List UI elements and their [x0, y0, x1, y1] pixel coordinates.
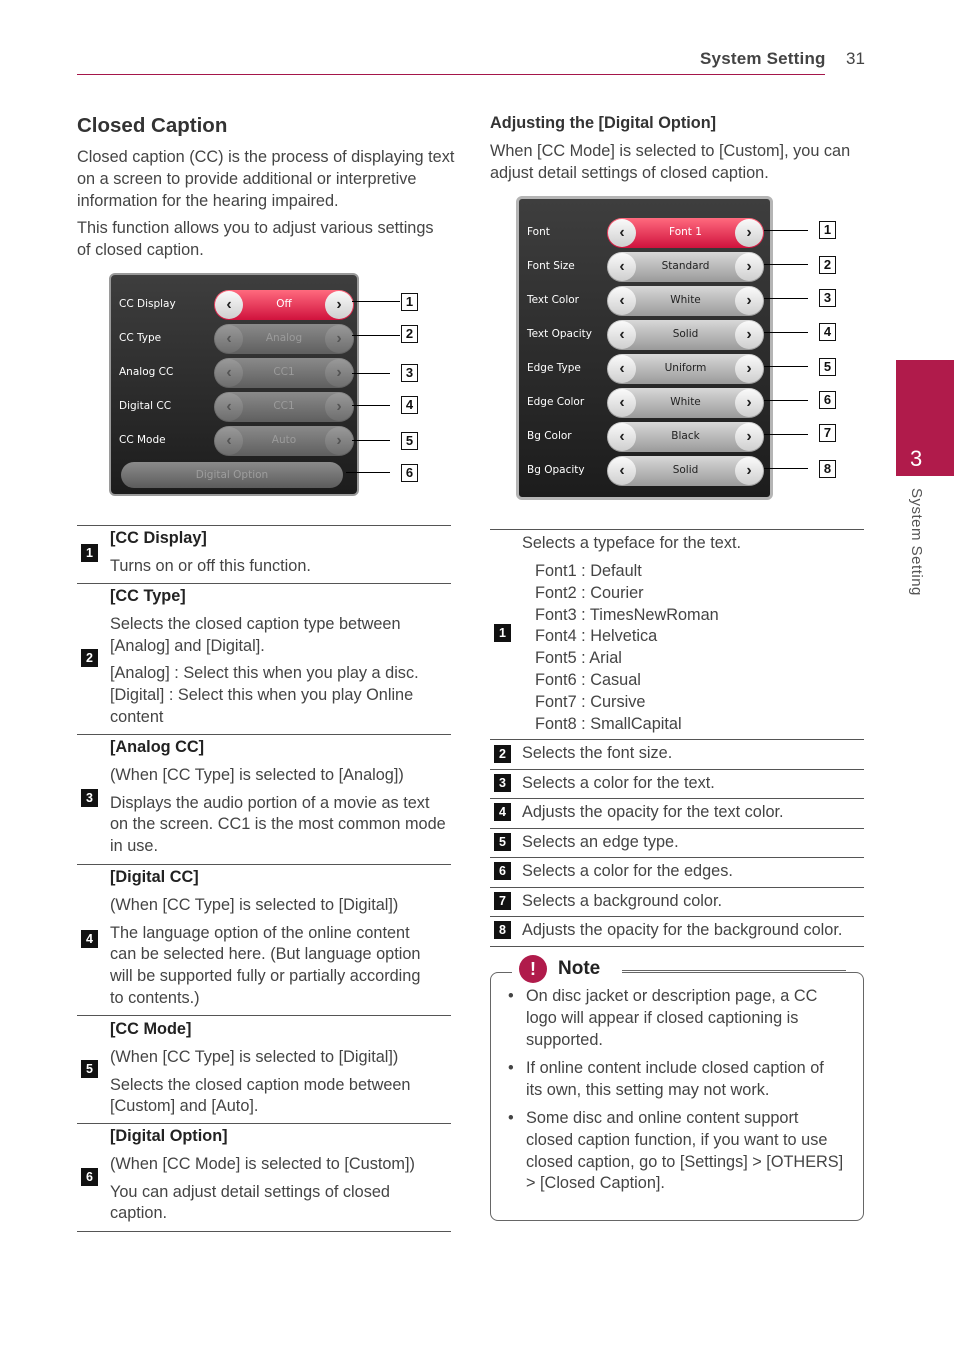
callout-line: [346, 472, 390, 473]
item-digital-option: [Digital Option] (When [CC Mode] is selected to [Custom]) You can adjust detail settings of closed caption.: [110, 1127, 415, 1223]
menu-value: Uniform: [664, 362, 707, 374]
list-item: Font3 : TimesNewRoman: [535, 605, 719, 624]
table-rule: [77, 734, 451, 735]
menu-row-label: Text Opacity: [527, 328, 592, 340]
section-title: Closed Caption: [77, 114, 228, 137]
chevron-left-icon: ‹: [215, 359, 243, 387]
menu-value: Standard: [661, 260, 710, 272]
menu-selector: [214, 324, 354, 354]
chevron-right-icon: ›: [325, 427, 353, 455]
table-rule: [490, 798, 864, 799]
list-item: Font1 : Default: [535, 562, 642, 580]
item-number-marker: 5: [81, 1060, 98, 1078]
font-description: Selects a typeface for the text.: [522, 534, 742, 552]
item-font-size: Selects the font size.: [522, 744, 673, 762]
menu-row-font-size: [519, 252, 769, 282]
chapter-tab: [896, 360, 954, 476]
menu-value: White: [670, 396, 701, 408]
item-number-marker: 4: [494, 803, 511, 821]
intro-paragraph-1: Closed caption (CC) is the process of displaying text on a screen to provide additional or interpretive information for the hearing impaired.: [77, 148, 455, 210]
item-analog-cc: [Analog CC] (When [CC Type] is selected to [Analog]) Displays the audio portion of a movie as text on the screen. CC1 is the most common mode in use.: [110, 738, 446, 856]
item-text-color: Selects a color for the text.: [522, 774, 715, 792]
callout-marker: 5: [401, 432, 418, 450]
callout-marker: 1: [401, 293, 418, 311]
menu-value: Analog: [265, 332, 303, 344]
menu-selector: [607, 354, 764, 384]
chevron-right-icon: ›: [735, 355, 763, 383]
note-heading-rule: [622, 970, 846, 971]
menu-row-label: Analog CC: [119, 366, 174, 378]
menu-row-label: Font: [527, 226, 550, 238]
list-item: Font7 : Cursive: [535, 692, 646, 711]
item-number-marker: 8: [494, 921, 511, 939]
digital-option-button: Digital Option: [121, 462, 343, 488]
item-bg-opacity: Adjusts the opacity for the background color.: [522, 921, 843, 939]
menu-row-label: CC Display: [119, 298, 176, 310]
item-edge-type: Selects an edge type.: [522, 833, 679, 851]
chevron-right-icon: ›: [325, 359, 353, 387]
note-title: Note: [558, 958, 601, 979]
menu-value: Off: [276, 298, 292, 310]
menu-selector: [607, 286, 764, 316]
item-number-marker: 6: [81, 1168, 98, 1186]
menu-row-label: CC Type: [119, 332, 162, 344]
callout-line: [352, 301, 400, 302]
menu-selector: [607, 252, 764, 282]
table-rule: [490, 887, 864, 888]
list-item: Font6 : Casual: [535, 670, 641, 689]
menu-row-cc-type: [111, 324, 357, 354]
chevron-left-icon: ‹: [608, 355, 636, 383]
chevron-right-icon: ›: [735, 389, 763, 417]
chevron-right-icon: ›: [735, 253, 763, 281]
chevron-right-icon: ›: [325, 325, 353, 353]
table-rule: [77, 1231, 451, 1232]
table-rule: [490, 946, 864, 947]
table-rule: [490, 857, 864, 858]
menu-row-label: Digital CC: [119, 400, 172, 412]
chevron-left-icon: ‹: [608, 389, 636, 417]
digital-option-menu-screenshot: [516, 196, 773, 500]
menu-selector: [607, 218, 764, 248]
chevron-right-icon: ›: [325, 393, 353, 421]
table-rule: [77, 1015, 451, 1016]
menu-row-edge-type: [519, 354, 769, 384]
callout-line: [352, 405, 390, 406]
menu-value: Font 1: [669, 226, 702, 238]
callout-marker: 2: [819, 256, 836, 274]
chevron-left-icon: ‹: [215, 291, 243, 319]
chevron-left-icon: ‹: [608, 219, 636, 247]
table-rule: [77, 525, 451, 526]
item-number-marker: 5: [494, 833, 511, 851]
callout-line: [764, 230, 808, 231]
callout-line: [352, 373, 390, 374]
chevron-left-icon: ‹: [608, 253, 636, 281]
table-rule: [490, 739, 864, 740]
list-item: Font5 : Arial: [535, 649, 622, 668]
item-number-marker: 3: [81, 789, 98, 807]
table-rule: [490, 769, 864, 770]
font-list: [535, 561, 719, 735]
menu-selector: [607, 422, 764, 452]
callout-marker: 3: [401, 364, 418, 382]
menu-row-label: Edge Color: [527, 396, 585, 408]
item-number-marker: 1: [81, 544, 98, 562]
item-cc-mode: [CC Mode] (When [CC Type] is selected to [Digital]) Selects the closed caption mode between [Custom] and [Auto].: [110, 1020, 411, 1116]
item-bg-color: Selects a background color.: [522, 892, 723, 910]
callout-marker: 7: [819, 424, 836, 442]
page-number: 31: [846, 49, 865, 68]
chevron-right-icon: ›: [735, 219, 763, 247]
note-bullet-3: Some disc and online content support closed caption function, if you want to use closed caption, go to [Settings] > [OTHERS] > [Closed Caption].: [526, 1109, 844, 1193]
menu-row-bg-color: [519, 422, 769, 452]
note-bullet-2: If online content include closed caption of its own, this setting may not work.: [526, 1059, 824, 1099]
cc-menu-screenshot: [109, 273, 359, 496]
menu-selector: [214, 426, 354, 456]
menu-row-cc-mode: [111, 426, 357, 456]
menu-row-bg-opacity: [519, 456, 769, 486]
menu-row-label: Bg Opacity: [527, 464, 585, 476]
chapter-label: System Setting: [908, 488, 925, 596]
menu-value: CC1: [273, 366, 295, 378]
chevron-left-icon: ‹: [608, 321, 636, 349]
chevron-left-icon: ‹: [215, 325, 243, 353]
item-number-marker: 6: [494, 862, 511, 880]
chevron-right-icon: ›: [735, 457, 763, 485]
menu-row-label: Edge Type: [527, 362, 581, 374]
table-rule: [490, 828, 864, 829]
menu-selector: [607, 456, 764, 486]
menu-row-label: CC Mode: [119, 434, 166, 446]
menu-row-edge-color: [519, 388, 769, 418]
chevron-left-icon: ‹: [608, 287, 636, 315]
item-number-marker: 2: [81, 649, 98, 667]
menu-value: Solid: [672, 464, 699, 476]
item-number-marker: 1: [494, 624, 511, 642]
menu-value: Auto: [271, 434, 297, 446]
callout-line: [764, 366, 808, 367]
menu-row-label: Bg Color: [527, 430, 572, 442]
table-rule: [77, 583, 451, 584]
header-section-title: System Setting: [700, 49, 826, 68]
header-rule: [77, 74, 825, 75]
callout-marker: 6: [819, 391, 836, 409]
callout-marker: 1: [819, 221, 836, 239]
callout-marker: 4: [401, 396, 418, 414]
menu-value: CC1: [273, 400, 295, 412]
callout-marker: 8: [819, 460, 836, 478]
menu-value: Black: [671, 430, 700, 442]
item-number-marker: 4: [81, 930, 98, 948]
callout-marker: 6: [401, 464, 418, 482]
table-rule: [490, 916, 864, 917]
menu-row-analog-cc: [111, 358, 357, 388]
intro-paragraph-2: This function allows you to adjust various settings of closed caption.: [77, 219, 434, 259]
callout-line: [764, 298, 808, 299]
menu-row-label: Text Color: [527, 294, 579, 306]
subsection-title: Adjusting the [Digital Option]: [490, 114, 717, 132]
chevron-right-icon: ›: [735, 423, 763, 451]
item-number-marker: 2: [494, 745, 511, 763]
list-item: Font8 : SmallCapital: [535, 714, 682, 733]
menu-selector: [607, 388, 764, 418]
note-bullet-1: On disc jacket or description page, a CC logo will appear if closed captioning is supported.: [526, 987, 818, 1049]
table-rule: [77, 864, 451, 865]
menu-row-text-color: [519, 286, 769, 316]
item-number-marker: 7: [494, 892, 511, 910]
callout-line: [764, 434, 808, 435]
menu-row-text-opacity: [519, 320, 769, 350]
callout-line: [764, 400, 808, 401]
list-item: Font2 : Courier: [535, 583, 644, 602]
callout-line: [352, 440, 390, 441]
chevron-right-icon: ›: [325, 291, 353, 319]
chevron-left-icon: ‹: [215, 393, 243, 421]
menu-row-label: Font Size: [527, 260, 575, 272]
bullet-icon: •: [508, 1059, 514, 1077]
chevron-left-icon: ‹: [215, 427, 243, 455]
menu-selector: [214, 392, 354, 422]
chapter-number: 3: [910, 446, 923, 471]
chevron-left-icon: ‹: [608, 423, 636, 451]
item-edge-color: Selects a color for the edges.: [522, 862, 733, 880]
callout-line: [764, 332, 808, 333]
item-cc-type: [CC Type] Selects the closed caption type between [Analog] and [Digital]. [Analog] : Select this when you play a disc. [Digital] : Select this when you play Online content: [110, 587, 419, 726]
callout-marker: 2: [401, 325, 418, 343]
chevron-right-icon: ›: [735, 321, 763, 349]
menu-value: Solid: [672, 328, 699, 340]
menu-selector: [214, 358, 354, 388]
item-number-marker: 3: [494, 774, 511, 792]
menu-row-font: [519, 218, 769, 248]
item-cc-display: [CC Display] Turns on or off this function.: [110, 529, 311, 575]
menu-row-cc-display: [111, 290, 357, 320]
menu-selector: [607, 320, 764, 350]
table-rule: [77, 1123, 451, 1124]
callout-line: [764, 468, 808, 469]
callout-marker: 4: [819, 323, 836, 341]
callout-line: [352, 335, 400, 336]
callout-marker: 3: [819, 289, 836, 307]
subsection-intro: When [CC Mode] is selected to [Custom], you can adjust detail settings of closed caption.: [490, 142, 851, 182]
callout-marker: 5: [819, 358, 836, 376]
bullet-icon: •: [508, 1109, 514, 1127]
chevron-right-icon: ›: [735, 287, 763, 315]
chevron-left-icon: ‹: [608, 457, 636, 485]
menu-row-digital-cc: [111, 392, 357, 422]
table-rule: [490, 529, 864, 530]
menu-value: White: [670, 294, 701, 306]
item-digital-cc: [Digital CC] (When [CC Type] is selected to [Digital]) The language option of the online content can be selected here. (But language option will be supported fully or partially according to contents.): [110, 868, 421, 1007]
callout-line: [764, 264, 808, 265]
list-item: Font4 : Helvetica: [535, 627, 658, 646]
bullet-icon: •: [508, 987, 514, 1005]
exclamation-icon: !: [519, 955, 547, 983]
item-text-opacity: Adjusts the opacity for the text color.: [522, 803, 784, 821]
menu-selector: [214, 290, 354, 320]
